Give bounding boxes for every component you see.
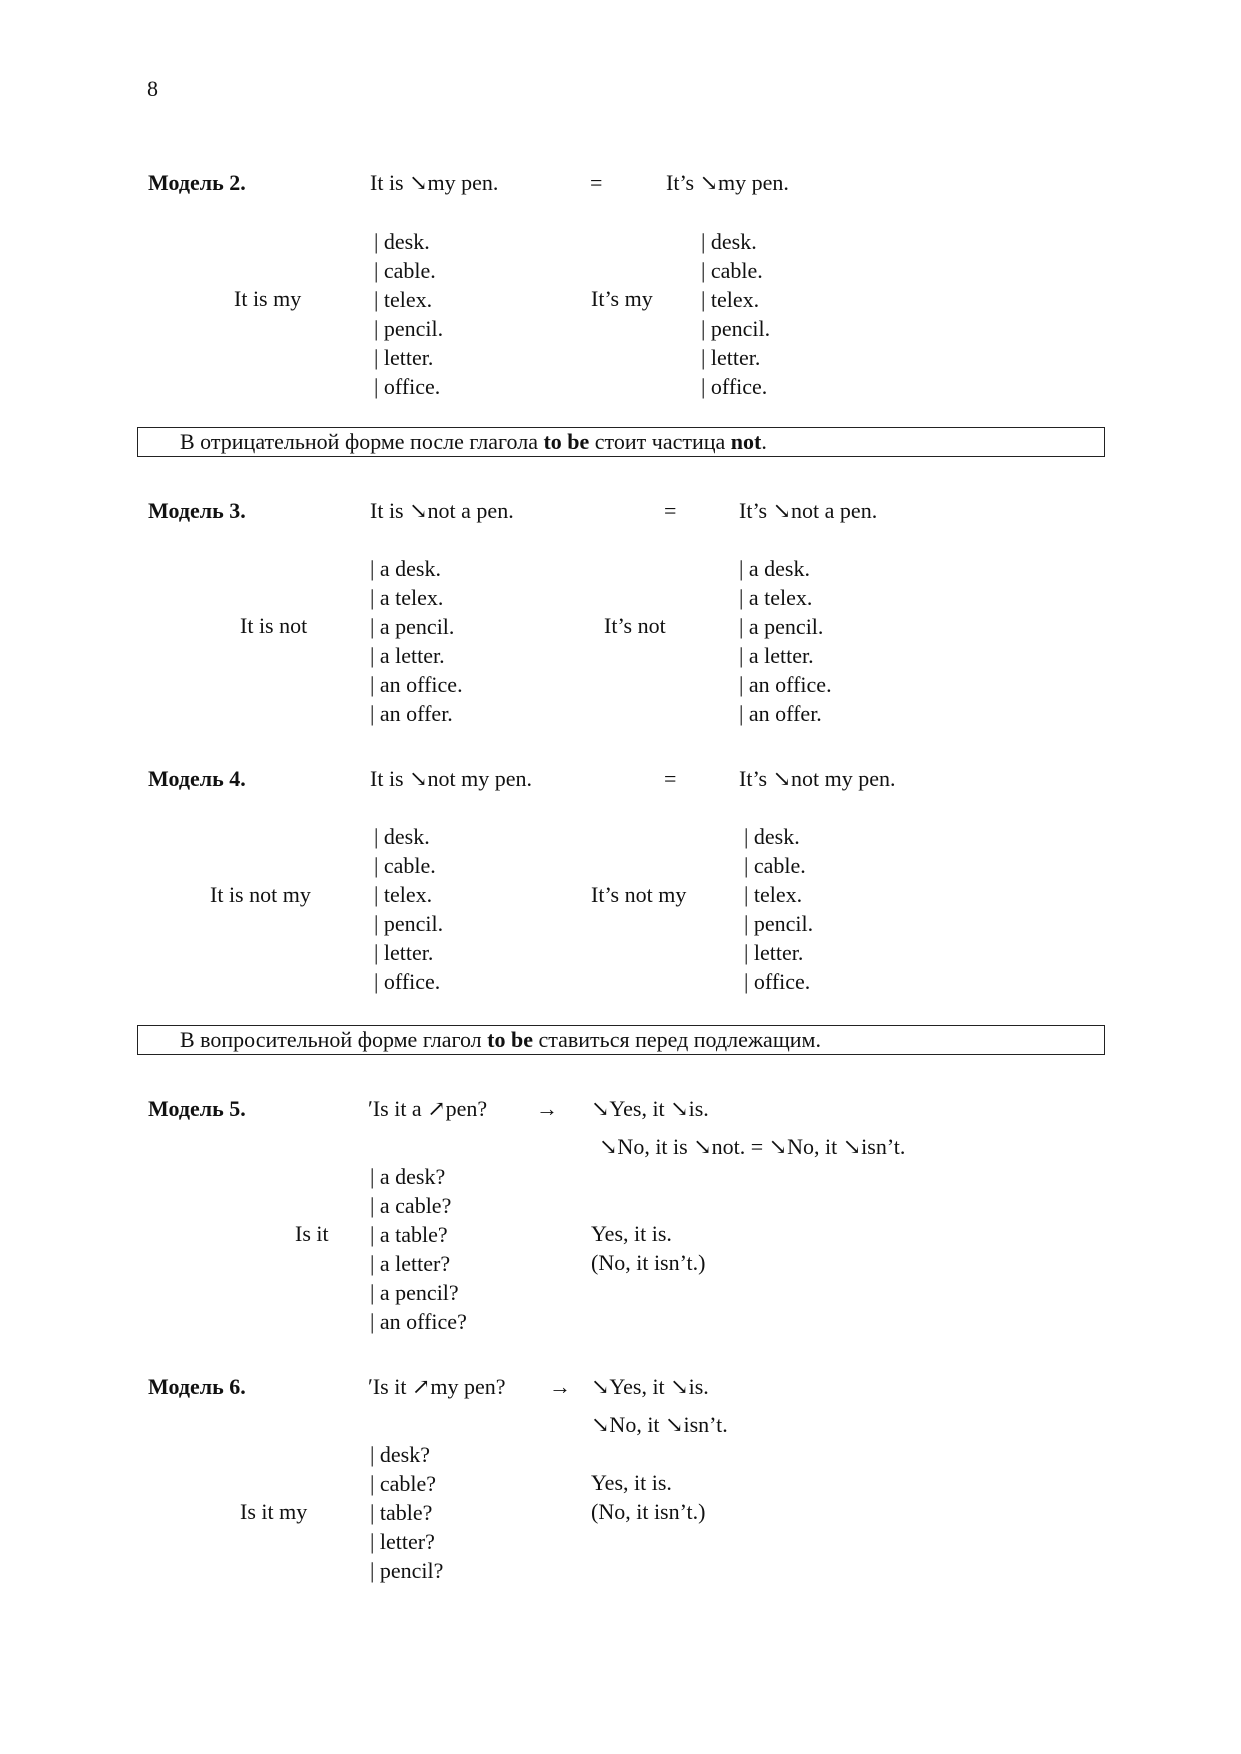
model-5-answer-yes: ↘Yes, it ↘is. [591, 1096, 709, 1121]
model-5-list [370, 1166, 467, 1341]
note-2-text: В вопросительной форме глагол [180, 1027, 488, 1052]
list-item: | a letter. [739, 643, 814, 669]
list-item: | an office. [739, 672, 832, 698]
list-item: | cable. [374, 258, 436, 284]
model-4-right-prefix: It’s not my [591, 882, 687, 907]
list-item: | a cable? [370, 1193, 452, 1219]
negative-form-note [137, 427, 1105, 457]
list-item: | a desk? [370, 1164, 446, 1189]
list-item: | cable. [374, 853, 436, 879]
list-item: | a letter. [370, 643, 445, 669]
list-item: | a desk. [370, 556, 441, 581]
list-item: | a pencil? [370, 1280, 459, 1306]
model-2-label: Модель 2. [148, 170, 246, 195]
note-1-end: . [761, 429, 767, 454]
list-item: | a pencil. [370, 614, 455, 640]
list-item: | pencil. [374, 911, 444, 937]
list-item: | letter. [701, 345, 761, 371]
model-2-left-prefix: It is my [234, 286, 302, 311]
model-4-short: It’s ↘not my pen. [739, 766, 896, 791]
list-item: | a letter? [370, 1251, 451, 1277]
model-5-prefix: Is it [295, 1221, 329, 1246]
model-6-reply-yes: Yes, it is. [591, 1470, 672, 1495]
list-item: | office. [374, 969, 441, 995]
list-item: | letter? [370, 1529, 435, 1555]
list-item: | an offer. [370, 701, 453, 727]
model-6-reply-no: (No, it isn’t.) [591, 1499, 706, 1524]
model-2-equals: = [590, 170, 603, 195]
list-item: | office. [744, 969, 811, 995]
list-item: | cable? [370, 1471, 437, 1497]
model-5-question: ʹIs it a ↗pen? [368, 1096, 488, 1121]
model-2-right-list [701, 231, 770, 406]
model-6-list [370, 1444, 443, 1589]
list-item: | telex. [374, 287, 433, 313]
model-5-label: Модель 5. [148, 1096, 246, 1121]
list-item: | pencil. [701, 316, 771, 342]
list-item: | an offer. [739, 701, 822, 727]
list-item: | letter. [374, 345, 434, 371]
question-form-note [137, 1025, 1105, 1055]
list-item: | letter. [374, 940, 434, 966]
list-item: | a telex. [739, 585, 813, 611]
list-item: | a table? [370, 1222, 448, 1248]
list-item: | cable. [744, 853, 806, 879]
note-1-bold-to-be: to be [543, 429, 590, 454]
list-item: | office. [701, 374, 768, 400]
model-5-reply-no: (No, it isn’t.) [591, 1250, 706, 1275]
list-item: | desk? [370, 1442, 430, 1467]
list-item: | telex. [744, 882, 803, 908]
model-4-right-list [744, 826, 813, 1001]
list-item: | desk. [701, 229, 757, 254]
model-4-sentence: It is ↘not my pen. [370, 766, 533, 791]
model-5-arrow: → [536, 1096, 558, 1121]
model-4-equals: = [664, 766, 677, 791]
model-6-question: ʹIs it ↗my pen? [368, 1374, 506, 1399]
model-3-equals: = [664, 498, 677, 523]
note-1-text: В отрицательной форме после глагола [180, 429, 544, 454]
model-6-answer-yes: ↘Yes, it ↘is. [591, 1374, 709, 1399]
list-item: | cable. [701, 258, 763, 284]
model-6-answer-no: ↘No, it ↘isn’t. [591, 1412, 728, 1437]
model-2-sentence: It is ↘my pen. [370, 170, 499, 195]
model-6-label: Модель 6. [148, 1374, 246, 1399]
model-6-arrow: → [549, 1374, 571, 1399]
model-2-right-prefix: It’s my [591, 286, 653, 311]
model-2-short: It’s ↘my pen. [666, 170, 789, 195]
model-3-right-list [739, 558, 832, 733]
list-item: | desk. [374, 229, 430, 254]
model-4-left-prefix: It is not my [210, 882, 311, 907]
note-1-mid: стоит частица [589, 429, 731, 454]
model-3-left-prefix: It is not [240, 613, 308, 638]
model-3-right-prefix: It’s not [604, 613, 666, 638]
list-item: | a telex. [370, 585, 444, 611]
model-3-short: It’s ↘not a pen. [739, 498, 878, 523]
list-item: | table? [370, 1500, 433, 1526]
model-3-sentence: It is ↘not a pen. [370, 498, 514, 523]
model-4-left-list [374, 826, 443, 1001]
list-item: | pencil. [374, 316, 444, 342]
note-1-bold-not: not [730, 429, 762, 454]
model-5-reply-yes: Yes, it is. [591, 1221, 672, 1246]
note-2-end: ставиться перед подлежащим. [532, 1027, 821, 1052]
list-item: | pencil. [744, 911, 814, 937]
list-item: | office. [374, 374, 441, 400]
list-item: | a desk. [739, 556, 810, 581]
list-item: | telex. [374, 882, 433, 908]
list-item: | an office. [370, 672, 463, 698]
model-3-left-list [370, 558, 463, 733]
list-item: | pencil? [370, 1558, 444, 1584]
list-item: | a pencil. [739, 614, 824, 640]
list-item: | telex. [701, 287, 760, 313]
model-2-left-list [374, 231, 443, 406]
list-item: | letter. [744, 940, 804, 966]
model-6-prefix: Is it my [240, 1499, 308, 1524]
model-4-label: Модель 4. [148, 766, 246, 791]
list-item: | desk. [374, 824, 430, 849]
page-number: 8 [147, 76, 158, 101]
list-item: | an office? [370, 1309, 467, 1335]
model-3-label: Модель 3. [148, 498, 246, 523]
list-item: | desk. [744, 824, 800, 849]
model-5-answer-no: ↘No, it is ↘not. = ↘No, it ↘isn’t. [599, 1134, 906, 1159]
note-2-bold-to-be: to be [487, 1027, 533, 1052]
